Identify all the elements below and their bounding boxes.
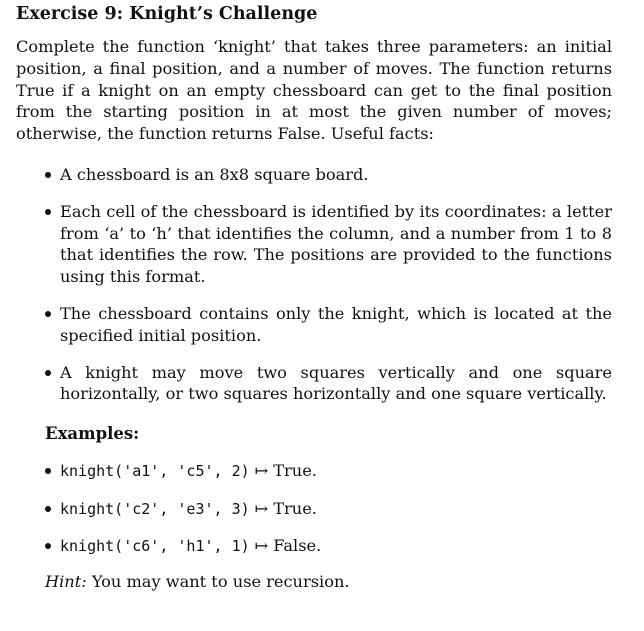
list-item: [16, 535, 612, 557]
example-call: knight('c6', 'h1', 1): [60, 537, 250, 556]
intro-paragraph: Complete the function ‘knight’ that takes three parameters: an initial position, a final position, and a number of moves. The function returns True if a knight on an empty chessboard can get to the final position from the starting position in at most the given number of moves; otherwise, the function returns False. Useful facts:: [16, 37, 612, 144]
bullet-icon: [45, 311, 51, 317]
bullet-icon: [45, 506, 51, 512]
example-result: False.: [273, 536, 322, 556]
bullet-icon: [45, 209, 51, 215]
list-item: [16, 201, 612, 288]
fact-text: A chessboard is an 8x8 square board.: [60, 165, 369, 184]
facts-list: [16, 164, 612, 405]
maps-to-icon: ↦: [254, 536, 269, 556]
example-result: True.: [273, 461, 317, 480]
bullet-icon: [45, 370, 51, 376]
bullet-icon: [45, 172, 51, 178]
bullet-icon: [45, 468, 51, 474]
example-call: knight('c2', 'e3', 3): [60, 499, 250, 518]
list-item: [16, 498, 612, 520]
maps-to-icon: ↦: [254, 461, 269, 480]
hint-text: You may want to use recursion.: [91, 572, 350, 591]
list-item: [16, 362, 612, 406]
list-item: [16, 164, 612, 186]
fact-text: The chessboard contains only the knight, which is located at the specified initial position.: [60, 303, 612, 345]
bullet-icon: [45, 543, 51, 549]
hint-label: Hint:: [45, 572, 87, 591]
example-result: True.: [273, 498, 317, 518]
example-call: knight('a1', 'c5', 2): [60, 462, 250, 480]
hint: [45, 571, 350, 593]
list-item: [16, 303, 612, 347]
list-item: [16, 460, 612, 482]
examples-heading: Examples:: [45, 424, 140, 443]
fact-text: A knight may move two squares vertically and one square horizontally, or two squares horizontally and one square vertically.: [60, 362, 612, 404]
examples-list: [16, 460, 612, 557]
maps-to-icon: ↦: [254, 498, 269, 518]
fact-text: Each cell of the chessboard is identified by its coordinates: a letter from ‘a’ to ‘h’ that identifies the column, and a number from 1 to 8 that identifies the row. The positions are provided to the functions using this format.: [60, 201, 612, 287]
exercise-title: Exercise 9: Knight’s Challenge: [16, 4, 318, 24]
